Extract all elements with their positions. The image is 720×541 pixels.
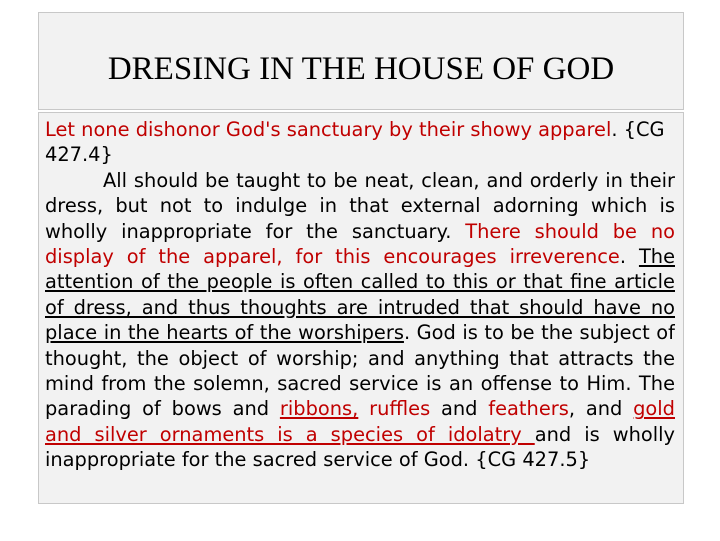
quote-second-part-6: ribbons,	[279, 397, 359, 421]
quote-first-text: Let none dishonor God's sanctuary by their showy apparel	[45, 118, 612, 141]
quote-second-part-11: , and	[568, 397, 634, 421]
title-panel	[38, 12, 684, 110]
quote-first	[45, 117, 675, 168]
quote-second-part-5: . God is to be the subject of thought, the object of worship; and anything that attracts the mind from the solemn, sacred service is an offense to Him. The parading of bows and	[45, 321, 675, 421]
quote-second-part-9: and	[430, 397, 489, 421]
body-panel	[38, 112, 684, 504]
quote-second-part-13: and is wholly inappropriate for the sacred service of God.	[45, 422, 675, 472]
slide-title: DRESING IN THE HOUSE OF GOD	[107, 51, 615, 87]
quote-second-part-2: There should be no display of the apparel, for this encourages irreverence	[45, 219, 675, 269]
quote-second-part-4: The attention of the people is often called to this or that fine article of dress, and thus thoughts are intruded that should have no place in the hearts of the worshipers	[45, 245, 675, 345]
quote-second-part-1: All should be taught to be neat, clean, and orderly in their dress, but not to indulge in that external adorning which is wholly inappropriate for the sanctuary.	[45, 168, 675, 243]
quote-second-part-10: feathers	[488, 397, 569, 421]
quote-second-part-8: ruffles	[369, 397, 431, 421]
quote-second-part-12: gold and silver ornaments is a species of idolatry	[45, 397, 675, 446]
quote-second-reference: {CG 427.5}	[475, 448, 591, 472]
body-text	[45, 117, 675, 541]
quote-first-tail: .	[611, 118, 624, 141]
quote-second	[45, 168, 675, 473]
quote-first-reference: {CG 427.4}	[45, 118, 665, 167]
quote-second-part-7	[358, 397, 369, 420]
quote-second-part-3: .	[619, 245, 639, 269]
